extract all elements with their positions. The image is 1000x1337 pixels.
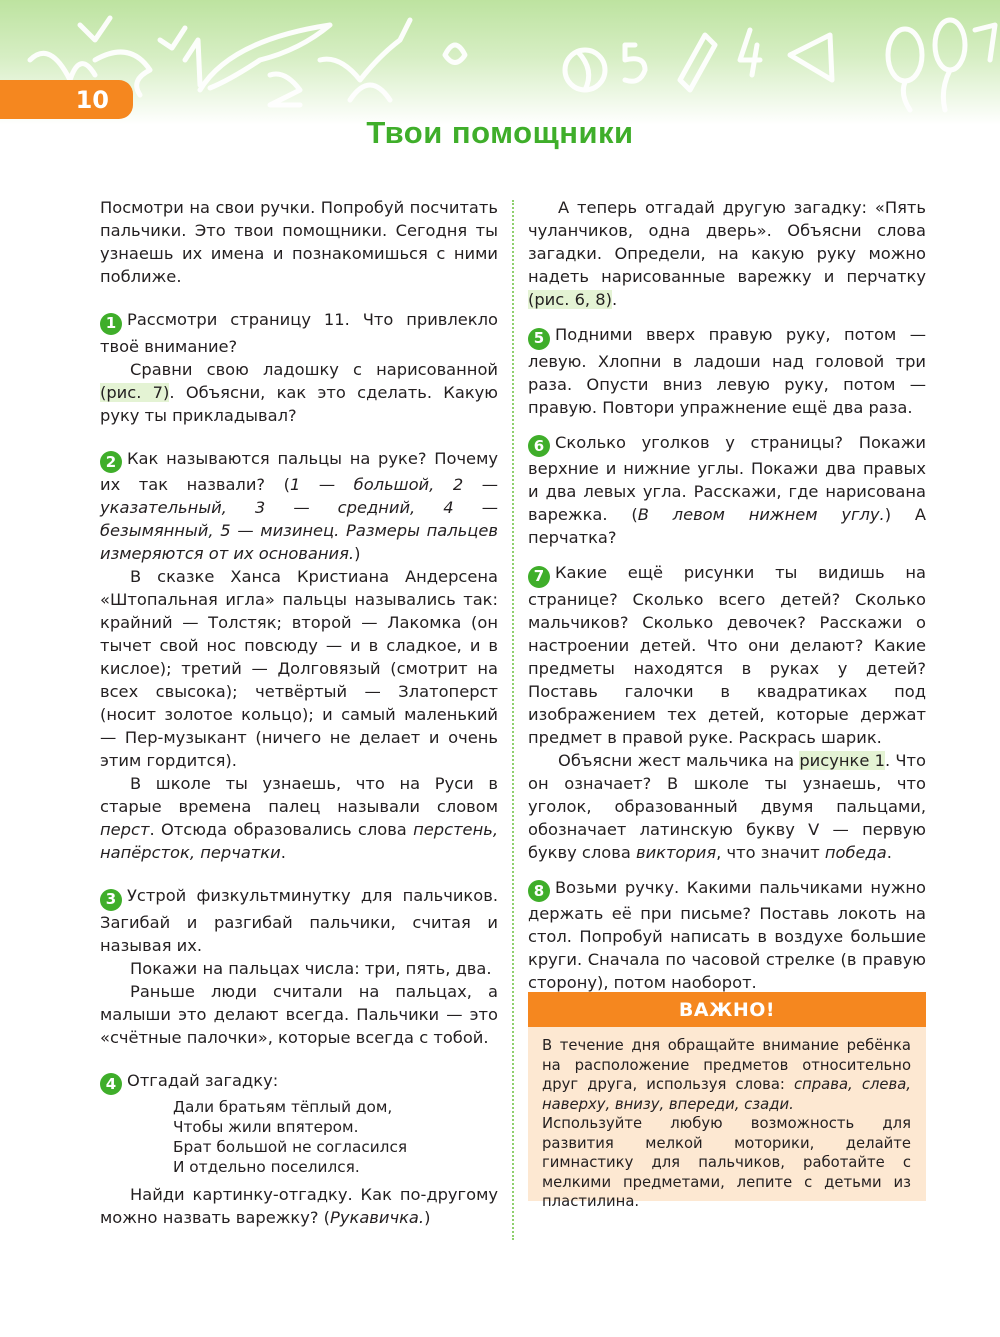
task-number-badge: 2 — [100, 451, 122, 473]
task-7-text: Какие ещё рисунки ты видишь на странице? Сколько всего детей? Сколько мальчиков? Сколько девочек? Расскажи о настроении детей. Что они делают? Какие предметы находятся в руках у детей? Поставь галочки в квадратиках под изображением тех детей, которые держат предмет в правой руке. Раскрась шарик. — [528, 563, 926, 747]
task-number-badge: 6 — [528, 435, 550, 457]
task-number-badge: 1 — [100, 313, 122, 335]
task-number-badge: 3 — [100, 889, 122, 911]
task-7 — [528, 561, 926, 864]
left-column — [100, 196, 498, 1229]
task-6-text: Сколько уголков у страницы? Покажи верхние и нижние углы. Покажи два правых и два левых угла. Расскажи, где нарисована варежка. ( — [528, 432, 926, 524]
task-number-badge: 5 — [528, 328, 550, 350]
task-5-text: Подними вверх правую руку, потом — левую. Хлопни в ладоши над головой три раза. Опусти вниз левую руку, потом — правую. Повтори упражнение ещё два раза. — [528, 325, 926, 417]
task-2-text: Как называются пальцы на руке? Почему их так назвали? ( — [100, 448, 498, 494]
task-4 — [100, 1069, 498, 1230]
figure-reference-link[interactable]: (рис. 7) — [100, 382, 170, 402]
perst-paragraph: В школе ты узнаешь, что на Руси в старые времена палец называли словом перст. Отсюда образовались слова перстень, напёрсток, перчатки. — [100, 774, 498, 862]
important-heading: ВАЖНО! — [528, 992, 926, 1027]
figure-reference-link[interactable]: (рис. 6, 8) — [528, 290, 612, 309]
andersen-paragraph: В сказке Ханса Кристиана Андерсена «Штопальная игла» пальцы назывались так: крайний — Толстяк; второй — Лакомка (он тычет свой нос повсюду — и в сладкое, и в кислое); третий — Долговязый (смотрит на всех свысока); четвёртый — Златоперст (носит золотое кольцо); и самый маленький — Пер-музыкант (ничего не делает и очень этим гордится). — [100, 567, 498, 770]
intro-paragraph: Посмотри на свои ручки. Попробуй посчитать пальчики. Это твои помощники. Сегодня ты узнаешь их имена и познакомишься с ними поближе. — [100, 198, 498, 286]
task-2 — [100, 447, 498, 865]
gesture-paragraph: Объясни жест мальчика на рисунке 1. Что он означает? В школе ты узнаешь, что уголок, образованный двумя пальцами, обозначает латинскую букву V — первую букву слова виктория, что значит победа. — [528, 750, 926, 862]
task-number-badge: 4 — [100, 1073, 122, 1095]
task-number-badge: 8 — [528, 880, 550, 902]
task-3-numbers: Покажи на пальцах числа: три, пять, два. — [130, 958, 492, 978]
task-1-explain-text: . Объясни, как это сделать. Какую руку ты прикладывал? — [100, 382, 498, 425]
important-note-box — [528, 992, 926, 1210]
important-paragraph-2: Используйте любую возможность для развития мелкой моторики, делайте гимнастику для пальчиков, работайте с мелкими предметами, лепите с детьми из пластилина. — [542, 1115, 911, 1210]
task-5 — [528, 323, 926, 419]
riddle-poem — [100, 1097, 498, 1177]
figure-reference-link[interactable]: рисунке 1 — [799, 750, 885, 770]
doodles-decoration-icon — [0, 0, 1000, 125]
task-6-answer-italic: В левом нижнем углу. — [637, 505, 885, 524]
task-number-badge: 7 — [528, 566, 550, 588]
task-6 — [528, 431, 926, 550]
task-6-end: ) А перчатка? — [528, 505, 927, 547]
column-divider — [512, 200, 514, 1240]
poem-line: Брат большой не согласился — [173, 1138, 408, 1156]
poem-line: Чтобы жили впятером. — [173, 1118, 359, 1136]
task-2-answer-italic: 1 — большой, 2 — указательный, 3 — средний, 4 — безымянный, 5 — мизинец. Размеры пальцев измеряются от их основания. — [100, 475, 498, 563]
important-paragraph-1: В течение дня обращайте внимание ребёнка на расположение предметов относительно друг друга, используя слова: справа, слева, наверху, внизу, впереди, сзади. — [542, 1037, 912, 1113]
task-1-text: Рассмотри страницу 11. Что привлекло твоё внимание? — [100, 310, 498, 356]
page-number-tab — [0, 80, 133, 119]
task-3-text: Устрой физкультминутку для пальчиков. Загибай и разгибай пальчики, считая и называя их. — [100, 886, 498, 955]
riddle-answer-paragraph: Найди картинку-отгадку. Как по-другому можно назвать варежку? (Рукавичка.) — [100, 1185, 498, 1227]
riddle-2-paragraph: А теперь отгадай другую загадку: «Пять чуланчиков, одна дверь». Объясни слова загадки. Определи, на какую руку можно надеть нарисованные варежку и перчатку (рис. 6, 8). — [528, 198, 926, 309]
task-3 — [100, 884, 498, 1049]
poem-line: И отдельно поселился. — [173, 1158, 360, 1176]
page-title: Твои помощники — [366, 115, 634, 150]
task-8 — [528, 876, 926, 995]
task-2-paren-close: ) — [354, 544, 361, 563]
task-4-text: Отгадай загадку: — [127, 1070, 279, 1090]
header-decoration-band — [0, 0, 1000, 125]
task-1 — [100, 308, 498, 427]
right-column — [528, 196, 926, 994]
important-body — [528, 1027, 926, 1212]
task-1-compare-text: Сравни свою ладошку с нарисованной — [130, 359, 498, 379]
page-number: 10 — [75, 85, 109, 114]
task-3-counting: Раньше люди считали на пальцах, а малыши это делают всегда. Пальчики — это «счётные палочки», которые всегда с тобой. — [100, 981, 498, 1047]
poem-line: Дали братьям тёплый дом, — [173, 1098, 393, 1116]
task-8-text: Возьми ручку. Какими пальчиками нужно держать её при письме? Поставь локоть на стол. Попробуй написать в воздухе большие круги. Сначала по часовой стрелке (в правую сторону), потом наоборот. — [528, 877, 926, 992]
